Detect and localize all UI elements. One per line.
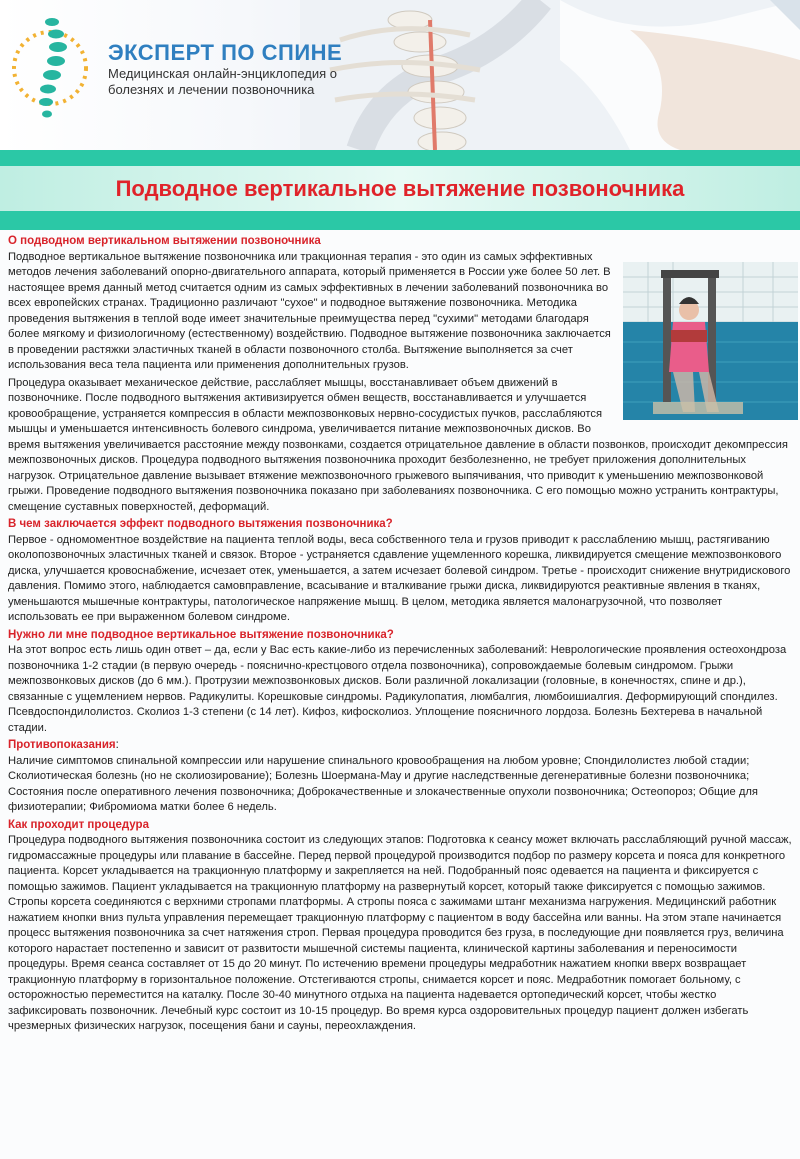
spine-logo-icon bbox=[10, 8, 90, 128]
spine-illustration bbox=[300, 0, 800, 150]
section-heading: О подводном вертикальном вытяжении позвоночника bbox=[8, 235, 321, 247]
paragraph: Первое - одномоментное воздействие на пациента теплой воды, веса собственного тела и грузов приводит к расслаблению мышц, растягиванию околопозвоночных эластичных тканей и связок. Второе - устраняется сдавление ущемленного корешка, ликвидируется смещение межпозвонкового диска, улучшается кровоснабжение, исчезает отек, уменьшается, а затем исчезает болевой синдром. Третье - происходит снижение внутридискового давления. Помимо этого, наблюдается самовправление, всасывание и вталкивание грыжи диска, ликвидируются реактивные явления в тканях, уменьшаются мышечные контрактуры, патологическое напряжение мышц. В целом, методика является малонагрузочной, что позволяет использовать ее при выраженном болевом синдроме. bbox=[8, 533, 791, 623]
section-heading bbox=[8, 738, 794, 754]
heading-colon: : bbox=[115, 739, 119, 751]
paragraph: Процедура оказывает механическое действие, расслабляет мышцы, восстанавливает объем движений в позвоночнике. После подводного вытяжения активизируется обмен веществ, восстанавливается и улучшается кровообращение, устраняется компрессия в области межпозвонковых нервно-сосудистых пучков, расслабляются мышцы и уменьшается интенсивность болевого синдрома, увеличивается питание межпозвоночных дисков. Во время вытяжения увеличивается расстояние между позвонками, создается отрицательное давление в области позвонков, происходит декомпрессия межпозвоночных дисков. Процедура подводного вытяжения позвоночника проходит безболезненно, не требует приложения дополнительных нагрузок. Отрицательное давление вызывает втяжение межпозвоночного грыжевого выпячивания, что приводит к уменьшению межпозвонковой грыжи. Проведение подводного вытяжения позвоночника показано при заболеваниях позвоночника. С его помощью можно устранить контрактуры, смещение суставных поверхностей, деформаций. bbox=[8, 376, 788, 513]
section-heading: Как проходит процедура bbox=[8, 818, 149, 831]
paragraph: Наличие симптомов спинальной компрессии или нарушение спинального кровообращения на любом уровне; Спондилолистез любой стадии; Сколиотическая болезнь (но не сколиозирование); Болезнь Шоермана-Мау и другие наследственные дегенеративные болезни позвоночника; Состояния после оперативного лечения позвоночника; Доброкачественные и злокачественные опухоли позвоночника; Остеопороз; Общие для физиотерапии; Фибромиома матки более 6 недель. bbox=[8, 754, 758, 813]
section-heading: Нужно ли мне подводное вертикальное вытяжение позвоночника? bbox=[8, 628, 394, 641]
paragraph: Процедура подводного вытяжения позвоночника состоит из следующих этапов: Подготовка к сеансу может включать расслабляющий ручной массаж, гидромассажные процедуры или плавание в бассейне. Перед первой процедурой производится подбор по размеру корсета и пояса для конкретного пациента. Корсет укладывается на тракционную платформу и закрепляется на ней. Подобранный пояс одевается на пациента и фиксируется с помощью зажимов. Пациент укладывается на тракционную платформу на развернутый корсет, который также фиксируется с помощью зажимов. Стропы корсета соединяются с верхними стропами платформы. А стропы пояса с зажимами штанг механизма нагружения. Медицинский работник нажатием кнопки вниз пульта управления перемещает тракционную платформу с пациентом в воду бассейна или ванны. На этом этапе начинается процесс вытяжения позвоночника за счет натяжения строп. Первая процедура проводится без груза, в последующие дни появляется груз, величина которого нарастает постепенно и зависит от развитости мышечной системы пациента, клинической картины заболевания и переносимости процедуры. Время сеанса составляет от 15 до 20 минут. По истечению времени процедуры медработник нажатием кнопки вверх возвращает тракционную платформу в горизонтальное положение. Отстегиваются стропы, снимается корсет и пояс. Медработник помогает больному, с осторожностью переместится на каталку. После 30-40 минутного отдыха на пациента надевается ортопедический корсет, чтобы жестко зафиксировать позвоночник. Лечебный курс состоит из 10-15 процедур. Во время курса оздоровительных процедур пациент должен избегать чрезмерных физических нагрузок, посещения бани и сауны, переохлаждения. bbox=[8, 834, 792, 1032]
section-heading: В чем заключается эффект подводного вытяжения позвоночника? bbox=[8, 518, 393, 530]
title-band bbox=[0, 150, 800, 228]
page-title: Подводное вертикальное вытяжение позвоночника bbox=[115, 176, 685, 201]
section-heading-text: Противопоказания bbox=[8, 739, 116, 751]
article-content bbox=[0, 230, 800, 1159]
therapy-photo bbox=[623, 262, 798, 420]
article-body bbox=[8, 234, 794, 1037]
paragraph: Подводное вертикальное вытяжение позвоночника или тракционная терапия - это один из самых эффективных методов лечения заболеваний опорно-двигательного аппарата, который применяется в России уже более 50 лет. В настоящее время данный метод считается одним из самых эффективных в лечении заболеваний позвоночника во всех европейских странах. Традиционно различают "сухое" и подводное вытяжение позвоночника. Методика проведения вытяжения в теплой воде имеет значительные преимущества перед "сухими" методами благодаря более мягкому и физиологичному (естественному) воздействию. Подводное вытяжение позвоночника заключается в проведении растяжки эластичных тканей в области позвоночного столба. Вытяжение выполняется за счет использования веса тела пациента или применения дополнительных грузов. bbox=[8, 250, 611, 371]
brand-name[interactable]: ЭКСПЕРТ ПО СПИНЕ bbox=[108, 40, 343, 65]
paragraph: На этот вопрос есть лишь один ответ – да, если у Вас есть какие-либо из перечисленных заболеваний: Неврологические проявления остеохондроза позвоночника 1-2 стадии (в первую очередь - пояснично-крестцового отдела позвоночника), сопровождаемые болевым синдромом. Грыжи межпозвонковых дисков (до 6 мм.). Протрузии межпозвонковых дисков. Боли различной локализации (головные, в конечностях, спине и др.), связанные с ущемлением нервов. Радикулиты. Корешковые синдромы. Радикулопатия, люмбалгия, люмбоишиалгия. Деформирующий спондилез. Псевдоспондилолистоз. Сколиоз 1-3 степени (с 14 лет). Кифоз, кифосколиоз. Уплощение поясничного лордоза. Болезнь Бехтерева в начальной стадии. bbox=[8, 644, 787, 734]
site-header bbox=[0, 0, 800, 150]
brand-tagline: Медицинская онлайн-энциклопедия о болезнях и лечении позвоночника bbox=[108, 66, 338, 97]
